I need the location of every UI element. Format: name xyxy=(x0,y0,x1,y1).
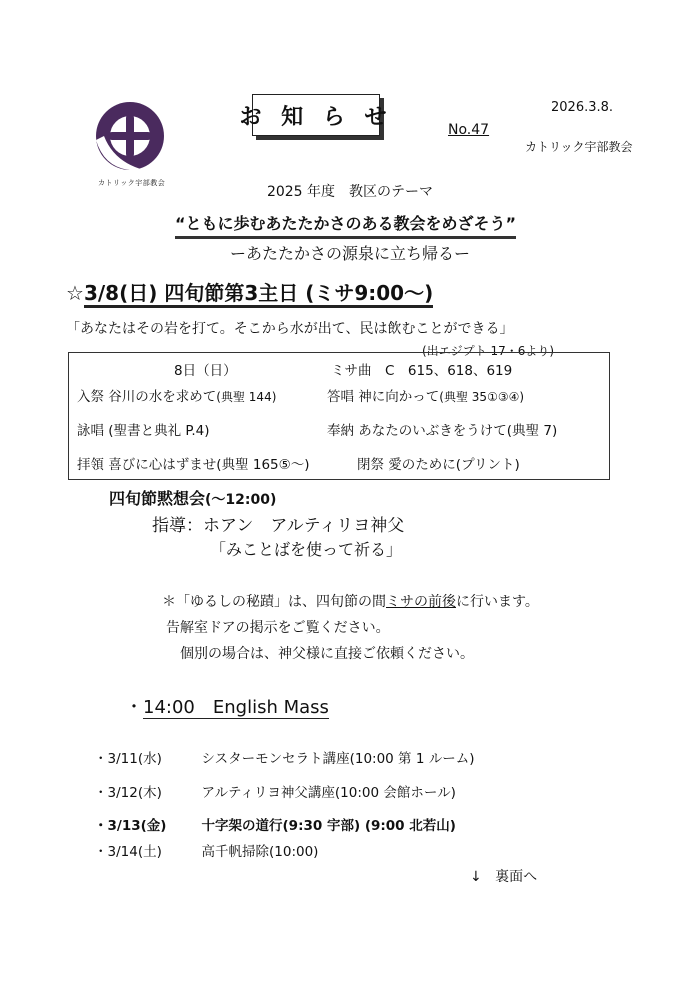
english-mass-bullet: ・ xyxy=(125,697,143,718)
notice-line3: 個別の場合は、神父様に直接ご依頼ください。 xyxy=(180,646,474,662)
event-date: 3/14(土) xyxy=(107,844,162,860)
sunday-heading xyxy=(66,277,433,306)
down-arrow-icon: ↓ xyxy=(470,869,482,885)
logo-caption: カトリック宇部教会 xyxy=(98,179,166,187)
entrance-ref: (典聖 144) xyxy=(216,390,277,404)
page-title xyxy=(239,94,393,136)
meditation-theme: 「みことばを使って祈る」 xyxy=(210,540,403,559)
closing-song: 愛のために xyxy=(388,457,456,473)
church-name: カトリック宇部教会 xyxy=(525,140,633,154)
communion-ref: (典聖 165⑤〜) xyxy=(216,457,310,473)
meditation-guide: 指導：ホアン アルティリヨ神父 xyxy=(152,516,405,536)
page-title-text: お 知 ら せ xyxy=(239,104,393,130)
communion-hymn xyxy=(77,453,310,473)
offertory-hymn xyxy=(327,419,557,439)
liturgy-day: 8日（日） xyxy=(174,363,237,379)
meditation-title xyxy=(109,486,276,509)
event-bullet: ・ xyxy=(94,751,108,767)
response-psalm xyxy=(327,385,524,405)
event-text: 十字架の道行(9:30 宇部) (9:00 北若山) xyxy=(201,818,456,834)
continued-text: 裏面へ xyxy=(495,869,538,885)
event-item xyxy=(94,747,475,767)
meditation-time: (〜12:00) xyxy=(205,492,277,508)
event-date: 3/11(水) xyxy=(107,751,162,767)
acclamation-song: (聖書と典礼 P.4) xyxy=(108,423,210,439)
event-date: 3/12(木) xyxy=(107,785,162,801)
mass-setting: ミサ曲 C 615、618、619 xyxy=(331,363,513,379)
response-ref: (典聖 35①③④) xyxy=(439,390,525,404)
scripture-quote: 「あなたはその岩を打て。そこから水が出て、民は飲むことができる」 xyxy=(66,321,514,337)
notice-line2: 告解室ドアの掲示をご覧ください。 xyxy=(166,620,390,636)
offertory-ref: (典聖 7) xyxy=(506,423,558,439)
issue-number: No.47 xyxy=(448,122,490,138)
communion-song: 喜びに心はずませ xyxy=(108,457,217,473)
offertory-label: 奉納 xyxy=(327,423,354,439)
response-label: 答唱 xyxy=(327,389,354,405)
theme-line: 2025 年度 教区のテーマ xyxy=(266,184,434,200)
closing-ref: (プリント) xyxy=(455,457,520,473)
event-text: シスターモンセラト講座(10:00 第 1 ルーム) xyxy=(201,751,475,767)
notice-line1-a: ＊「ゆるしの秘蹟」は、四旬節の間 xyxy=(162,594,386,610)
event-text: 高千帆掃除(10:00) xyxy=(201,844,319,860)
acclamation xyxy=(77,419,210,439)
meditation-title-text: 四旬節黙想会 xyxy=(109,489,206,508)
continued-note xyxy=(470,866,537,886)
scripture-source: (出エジプト 17・6より) xyxy=(422,344,555,358)
event-bullet: ・ xyxy=(94,785,108,801)
notice-line1-b: ミサの前後 xyxy=(386,594,456,610)
notice-line1-c: に行います。 xyxy=(456,594,539,610)
event-date: 3/13(金) xyxy=(107,818,167,834)
entrance-label: 入祭 xyxy=(77,389,104,405)
communion-label: 拝領 xyxy=(77,457,104,473)
event-item xyxy=(94,840,318,860)
logo-emblem-icon xyxy=(92,100,172,180)
church-logo xyxy=(92,100,172,190)
theme-slogan: “ともに歩むあたたかさのある教会をめざそう” xyxy=(175,211,516,239)
event-bullet: ・ xyxy=(94,818,108,834)
sunday-heading-text: 3/8(日) 四旬節第3主日 (ミサ9:00〜) xyxy=(84,281,433,308)
response-song: 神に向かって xyxy=(358,389,440,405)
entrance-hymn xyxy=(77,385,276,405)
entrance-song: 谷川の水を求めて xyxy=(108,389,217,405)
liturgy-box xyxy=(68,352,610,480)
event-item xyxy=(94,781,456,801)
event-text: アルティリヨ神父講座(10:00 会館ホール) xyxy=(201,785,456,801)
english-mass xyxy=(125,693,329,719)
english-mass-text: 14:00 English Mass xyxy=(143,697,329,718)
acclamation-label: 詠唱 xyxy=(77,423,104,439)
offertory-song: あなたのいぶきをうけて xyxy=(358,423,507,439)
event-item xyxy=(94,814,456,834)
issue-date: 2026.3.8. xyxy=(551,100,614,115)
event-bullet: ・ xyxy=(94,844,108,860)
star-icon: ☆ xyxy=(66,281,84,305)
closing-hymn xyxy=(357,453,520,473)
theme-subtitle: ーあたたかさの源泉に立ち帰るー xyxy=(229,244,470,263)
closing-label: 閉祭 xyxy=(357,457,384,473)
confession-notice xyxy=(162,591,539,611)
